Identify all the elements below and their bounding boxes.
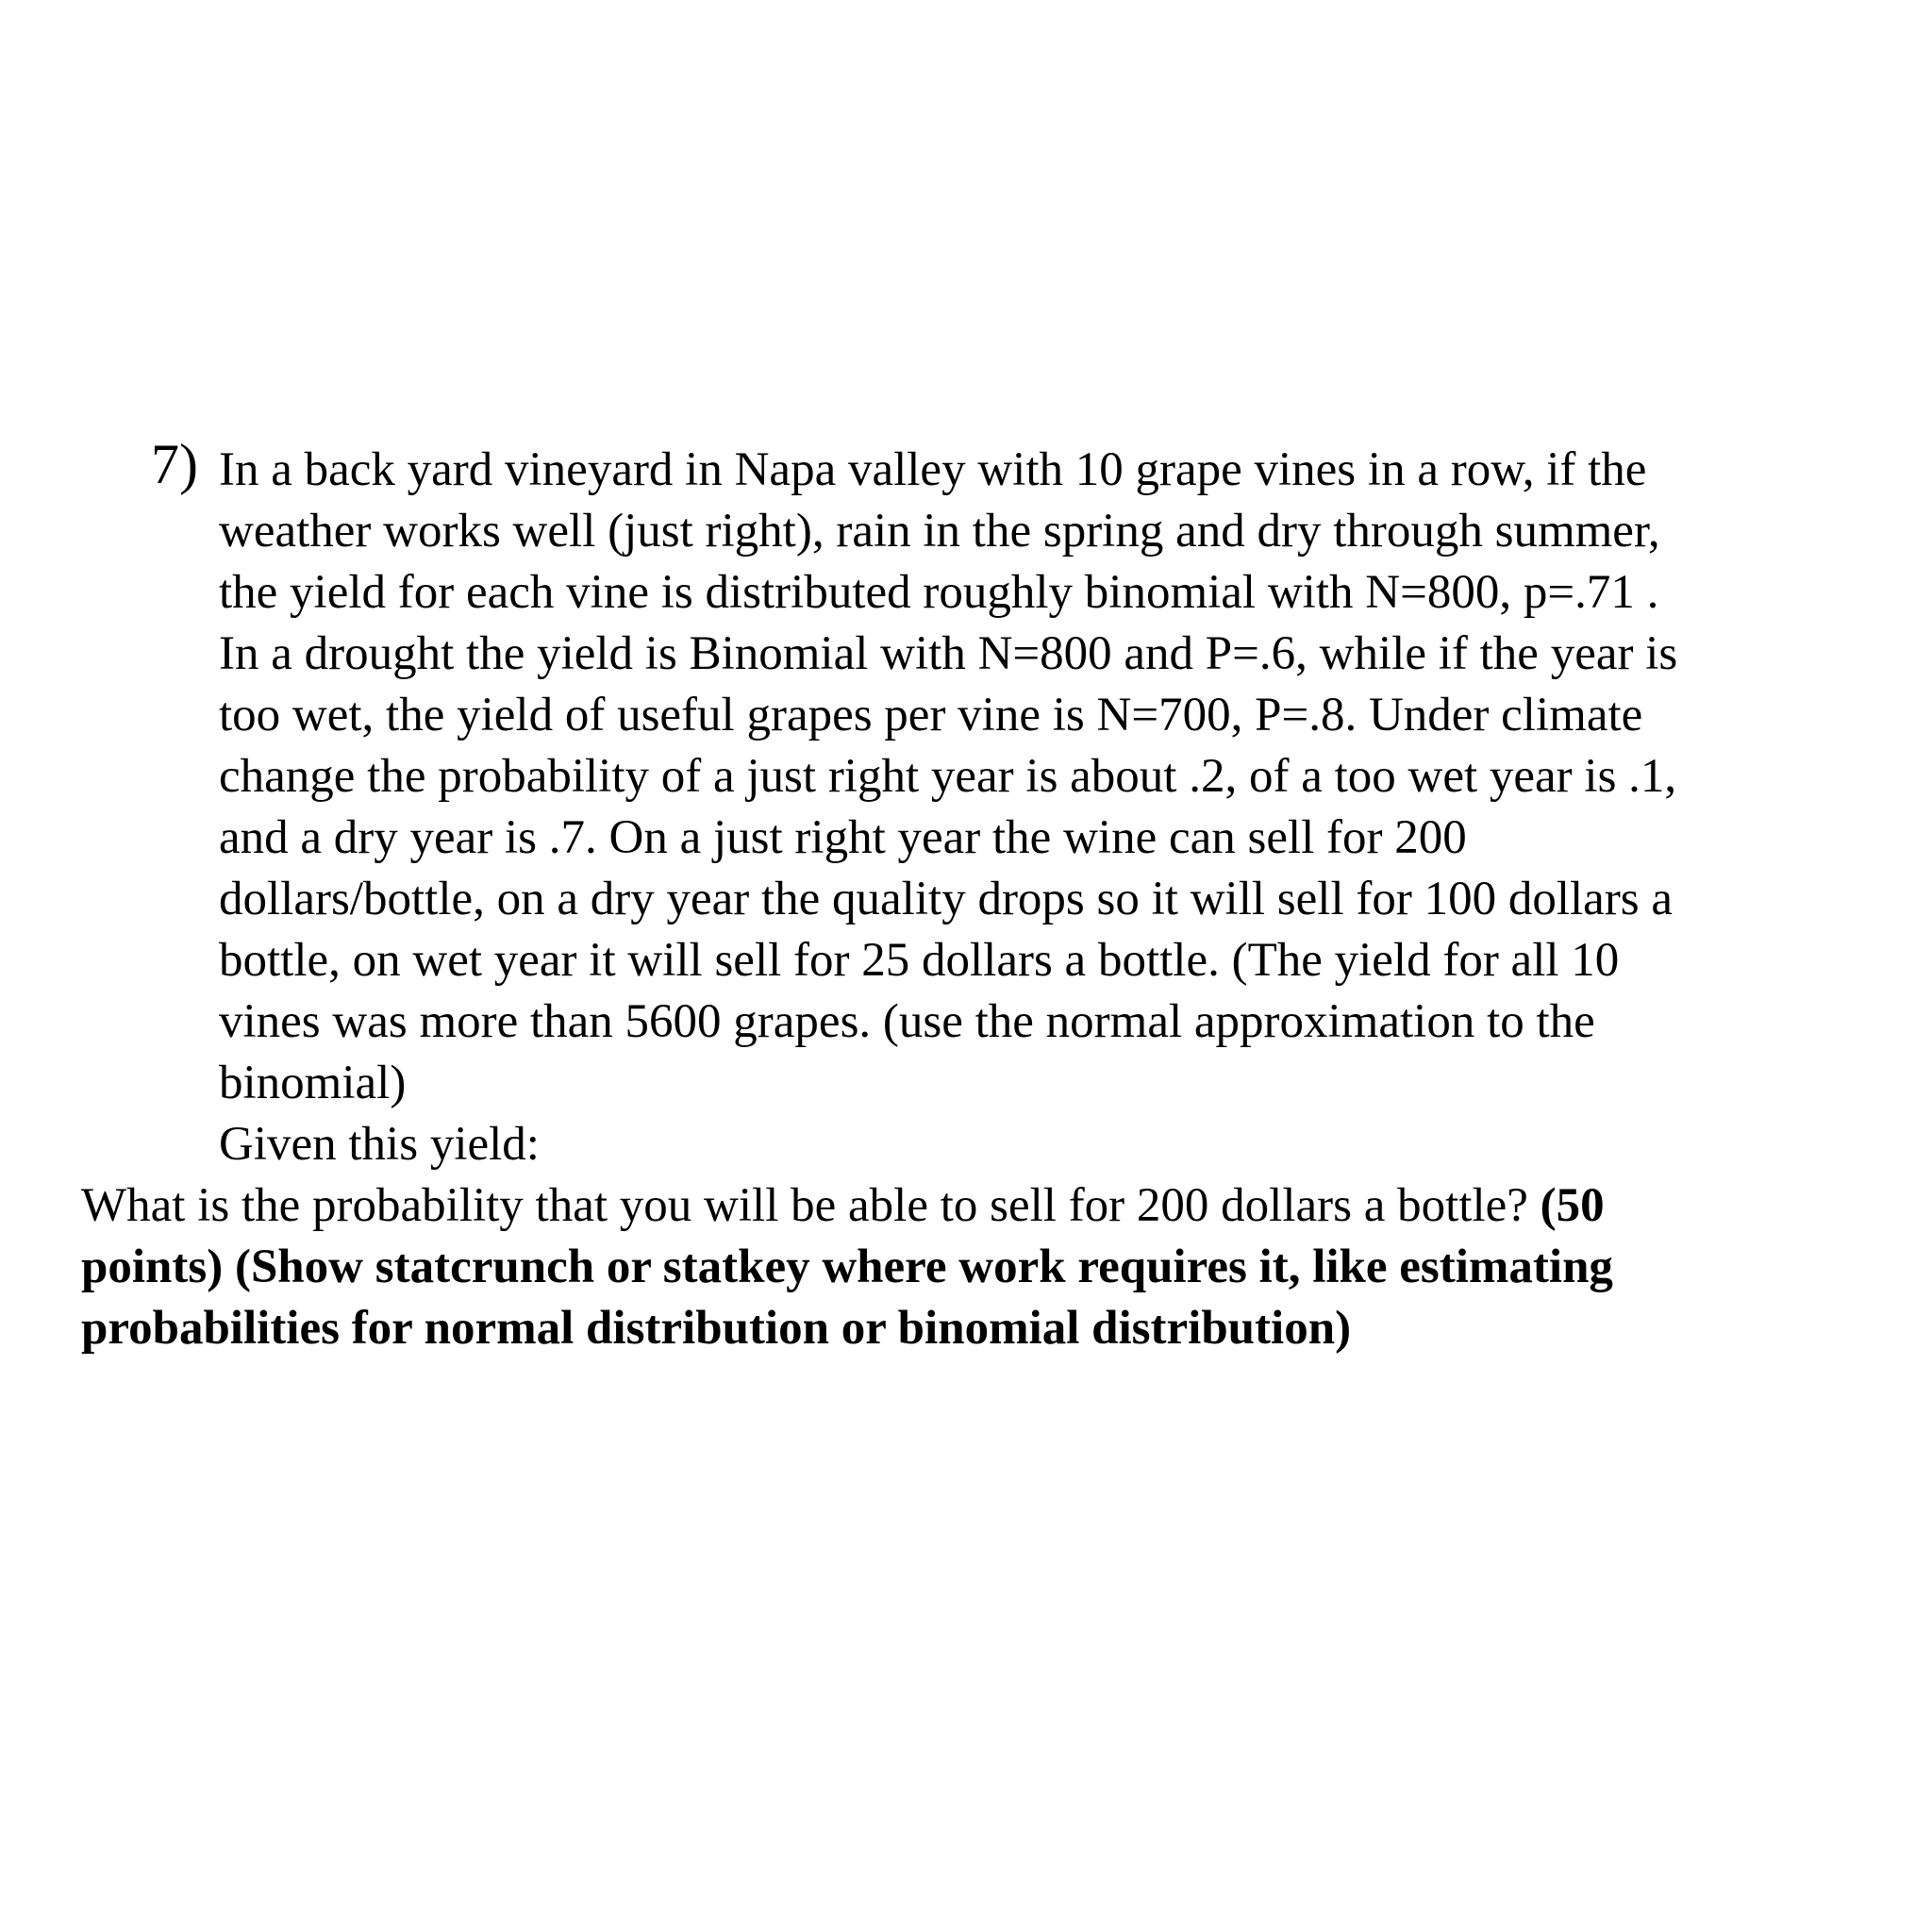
question-number: 7) (151, 433, 198, 495)
question-line-7: and a dry year is .7. On a just right year the wine can sell for 200 (219, 811, 1467, 864)
instruction-line-1: points) (Show statcrunch or statkey where work requires it, like estimating (81, 1241, 1613, 1293)
question-line-9: bottle, on wet year it will sell for 25 dollars a bottle. (The yield for all 10 (219, 934, 1620, 987)
prompt-line (81, 1175, 1605, 1236)
points-text: (50 (1540, 1179, 1605, 1232)
question-line-1: In a back yard vineyard in Napa valley with 10 grape vines in a row, if the (219, 443, 1647, 496)
prompt-text: What is the probability that you will be able to sell for 200 dollars a bottle? (81, 1179, 1528, 1232)
instruction-line-2: probabilities for normal distribution or binomial distribution) (81, 1302, 1352, 1355)
question-line-2: weather works well (just right), rain in the spring and dry through summer, (219, 505, 1660, 558)
question-line-4: In a drought the yield is Binomial with N=800 and P=.6, while if the year is (219, 627, 1678, 680)
question-line-6: change the probability of a just right year is about .2, of a too wet year is .1, (219, 750, 1677, 803)
question-line-3: the yield for each vine is distributed roughly binomial with N=800, p=.71 . (219, 566, 1659, 619)
question-line-10: vines was more than 5600 grapes. (use the normal approximation to the (219, 995, 1595, 1048)
question-line-5: too wet, the yield of useful grapes per vine is N=700, P=.8. Under climate (219, 689, 1643, 741)
question-line-12: Given this yield: (219, 1118, 540, 1171)
question-line-11: binomial) (219, 1057, 407, 1109)
question-line-8: dollars/bottle, on a dry year the quality drops so it will sell for 100 dollars a (219, 873, 1674, 925)
